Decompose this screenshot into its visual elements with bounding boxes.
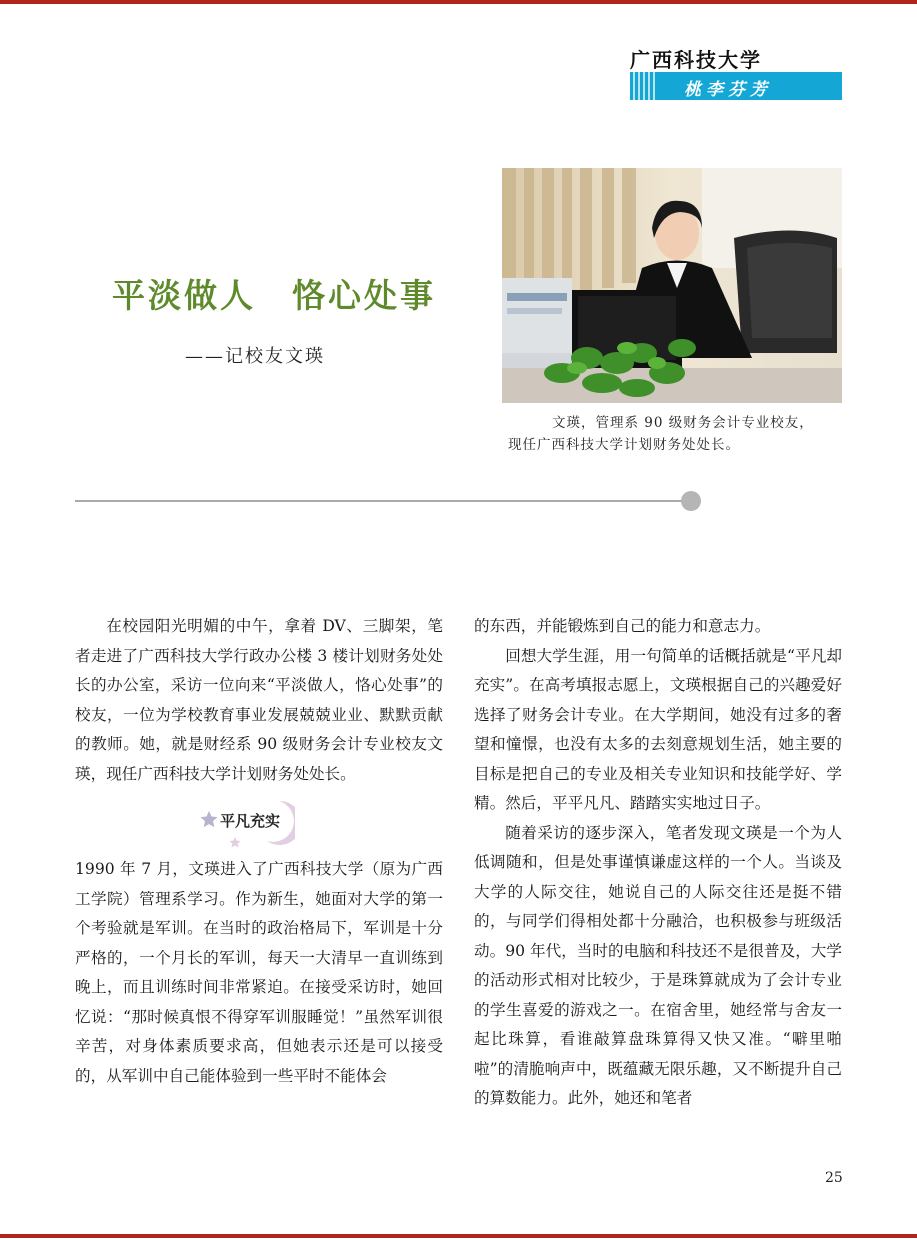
page-number: 25 <box>825 1170 843 1186</box>
portrait-photo <box>502 168 842 403</box>
college-life-paragraph: 回想大学生涯，用一句简单的话概括就是“平凡却充实”。在高考填报志愿上，文瑛根据自己的兴趣爱好选择了财务会计专业。在大学期间，她没有过多的奢望和憧憬，也没有太多的去刻意规划生活，她主要的目标是把自己的专业及相关专业知识和技能学好、学精。然后，平平凡凡、踏踏实实地过日子。 <box>474 646 842 812</box>
caption-line-2: 现任广西科技大学计划财务处处长。 <box>508 437 740 453</box>
header-university-name: 广西科技大学 <box>630 48 762 72</box>
top-border-rule <box>0 0 917 4</box>
header-column-label: 桃李芬芳 <box>684 80 772 100</box>
left-column <box>75 612 443 1091</box>
article-title: 平淡做人 恪心处事 <box>112 276 436 315</box>
article-subtitle: ——记校友文瑛 <box>185 346 325 367</box>
personality-paragraph: 随着采访的逐步深入，笔者发现文瑛是一个为人低调随和，但是处事谨慎谦虚这样的一个人。当谈及大学的人际交往，她说自己的人际交往还是挺不错的，与同学们得相处都十分融洽，也积极参与班级活动。90 年代，当时的电脑和科技还不是很普及，大学的活动形式相对比较少，于是珠算就成为了会计专业的学生喜爱的游戏之一。在宿舍里，她经常与舍友一起比珠算，看谁敲算盘珠算得又快又准。“噼里啪啦”的清脆响声中，既蕴藏无限乐趣，又不断提升自己的算数能力。此外，她还和笔者 <box>474 823 842 1107</box>
photo-caption <box>508 412 848 456</box>
banner-stripes <box>630 72 660 100</box>
section-divider-line <box>75 500 685 502</box>
section-heading <box>75 797 443 855</box>
bottom-border-rule <box>0 1234 917 1238</box>
right-column <box>474 612 842 1114</box>
section-heading-label: 平凡充实 <box>220 812 281 830</box>
caption-line-1: 文瑛，管理系 90 级财务会计专业校友， <box>552 415 814 431</box>
header-column-banner <box>630 72 842 100</box>
intro-paragraph: 在校园阳光明媚的中午，拿着 DV、三脚架，笔者走进了广西科技大学行政办公楼 3 楼计划财务处处长的办公室，采访一位向来“平淡做人，恪心处事”的校友，一位为学校教育事业发展兢兢业业、默默贡献的教师。她，就是财经系 90 级财务会计专业校友文瑛，现任广西科技大学计划财务处处长。 <box>75 617 443 783</box>
continued-paragraph: 的东西，并能锻炼到自己的能力和意志力。 <box>474 617 771 635</box>
section-divider-dot <box>681 491 701 511</box>
military-training-paragraph: 1990 年 7 月，文瑛进入了广西科技大学（原为广西工学院）管理系学习。作为新生，她面对大学的第一个考验就是军训。在当时的政治格局下，军训是十分严格的，一个月长的军训，每天一大清早一直训练到晚上，而且训练时间非常紧迫。在接受采访时，她回忆说：“那时候真恨不得穿军训服睡觉！”虽然军训很辛苦，对身体素质要求高，但她表示还是可以接受的，从军训中自己能体验到一些平时不能体会 <box>75 860 443 1085</box>
